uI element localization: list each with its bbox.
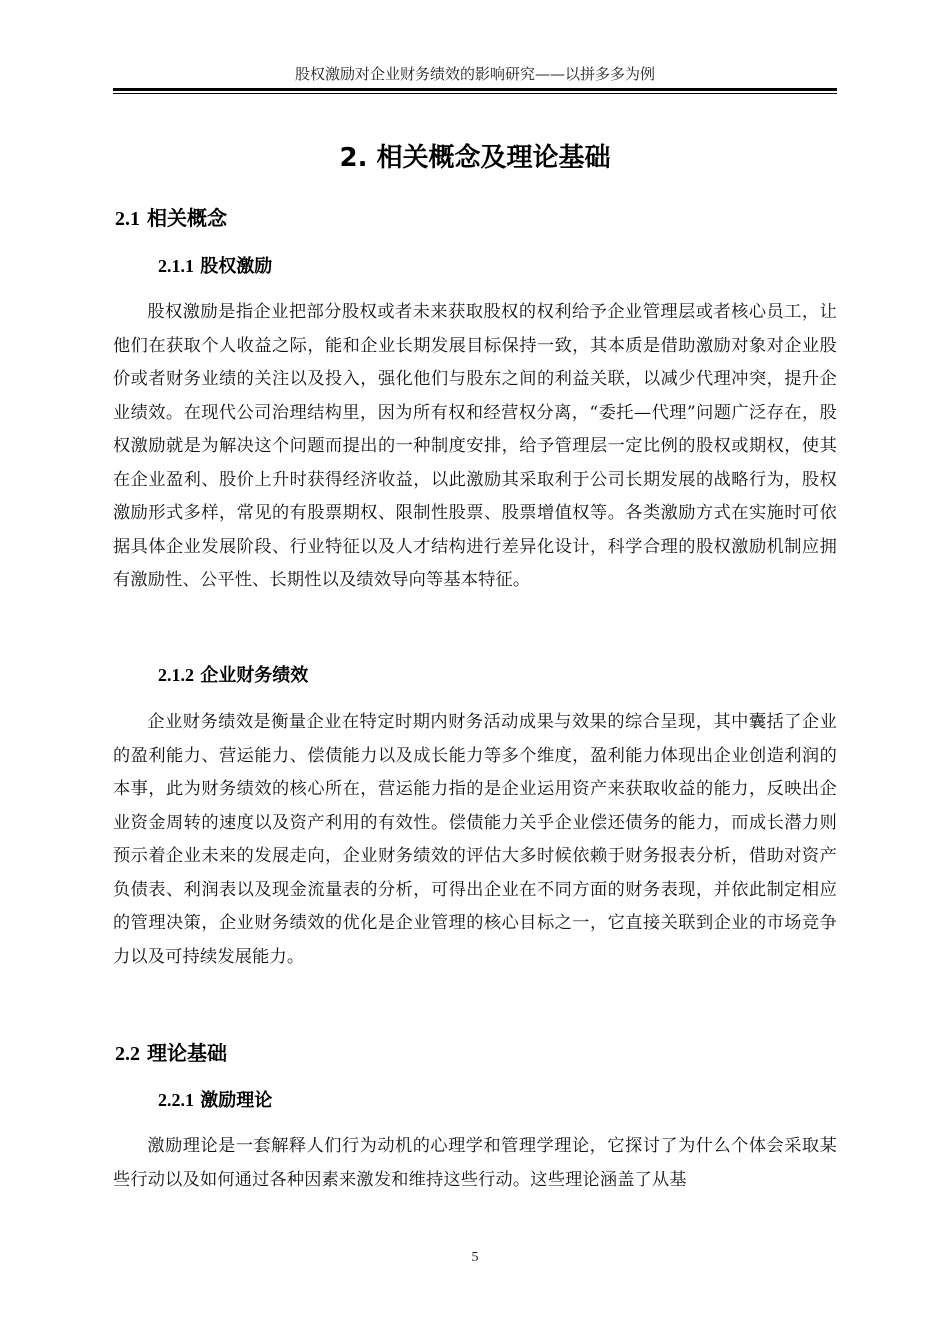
section-heading-2-2-1 <box>158 1086 272 1115</box>
header-rule <box>113 88 837 91</box>
section-number: 2.1.1 <box>158 256 194 276</box>
section-title: 相关概念 <box>146 206 227 230</box>
section-title: 激励理论 <box>200 1090 273 1111</box>
paragraph-financial-performance: 企业财务绩效是衡量企业在特定时期内财务活动成果与效果的综合呈现，其中囊括了企业的盈利能力、营运能力、偿债能力以及成长能力等多个维度，盈利能力体现出企业创造利润的本事，此为财务绩效的核心所在，营运能力指的是企业运用资产来获取收益的能力，反映出企业资金周转的速度以及资产利用的有效性。偿债能力关乎企业偿还债务的能力，而成长潜力则预示着企业未来的发展走向，企业财务绩效的评估大多时候依赖于财务报表分析，借助对资产负债表、利润表以及现金流量表的分析，可得出企业在不同方面的财务表现，并依此制定相应的管理决策，企业财务绩效的优化是企业管理的核心目标之一，它直接关联到企业的市场竞争力以及可持续发展能力。 <box>113 712 837 967</box>
paragraph-equity-incentive: 股权激励是指企业把部分股权或者未来获取股权的权利给予企业管理层或者核心员工，让他们在获取个人收益之际，能和企业长期发展目标保持一致，其本质是借助激励对象对企业股价或者财务业绩的关注以及投入，强化他们与股东之间的利益关联，以减少代理冲突，提升企业绩效。在现代公司治理结构里，因为所有权和经营权分离，“委托—代理”问题广泛存在，股权激励就是为解决这个问题而提出的一种制度安排，给予管理层一定比例的股权或期权，使其在企业盈利、股价上升时获得经济收益，以此激励其采取利于公司长期发展的战略行为，股权激励形式多样，常见的有股票期权、限制性股票、股票增值权等。各类激励方式在实施时可依据具体企业发展阶段、行业特征以及人才结构进行差异化设计，科学合理的股权激励机制应拥有激励性、公平性、长期性以及绩效导向等基本特征。 <box>113 302 837 590</box>
section-number: 2.2 <box>115 1043 140 1065</box>
chapter-title: 2. 相关概念及理论基础 <box>339 143 611 173</box>
page-number: 5 <box>471 1250 479 1265</box>
section-heading-2-1-1 <box>158 252 272 281</box>
section-heading-2-1 <box>115 203 227 234</box>
section-number: 2.1.2 <box>158 665 194 685</box>
section-heading-2-2 <box>115 1038 227 1069</box>
section-number: 2.2.1 <box>158 1090 194 1110</box>
section-title: 理论基础 <box>146 1041 227 1065</box>
section-heading-2-1-2 <box>158 661 308 690</box>
header-rule-thin <box>113 93 837 94</box>
paragraph-incentive-theory: 激励理论是一套解释人们行为动机的心理学和管理学理论，它探讨了为什么个体会采取某些行动以及如何通过各种因素来激发和维持这些行动。这些理论涵盖了从基 <box>113 1136 837 1190</box>
section-title: 企业财务绩效 <box>200 665 309 686</box>
section-title: 股权激励 <box>200 256 273 277</box>
section-number: 2.1 <box>115 208 140 230</box>
running-header: 股权激励对企业财务绩效的影响研究——以拼多多为例 <box>294 65 655 83</box>
